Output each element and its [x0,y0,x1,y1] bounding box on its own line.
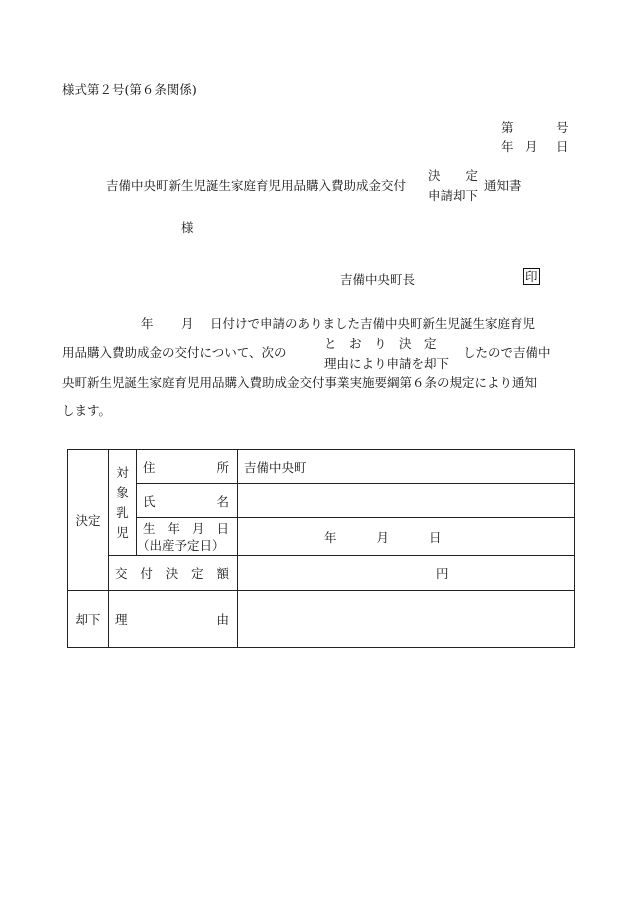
form-number: 様式第２号(第６条関係) [62,82,197,97]
row-address [68,450,575,484]
taisho-char: 乳 [116,504,129,520]
cell-kettei: 決定 [68,450,109,591]
title-option-decision: 決 定 [428,168,479,183]
value-grant-amount[interactable]: 円 [238,556,575,591]
notice-table [67,449,575,648]
cell-taisho-nyuji [109,450,137,556]
body-year: 年 [141,316,154,331]
label-address: 住 所 [137,450,238,484]
label-grant-amount: 交 付 決 定 額 [109,556,238,591]
row-grant-amount [68,556,575,591]
taisho-char: 対 [116,464,129,480]
number-go: 号 [556,120,569,135]
body-line-1: 日付けで申請のありました吉備中央町新生児誕生家庭育児 [210,316,536,331]
taisho-char: 児 [116,524,129,540]
body-line-2-post: したので吉備中 [463,345,551,360]
recipient-sama: 様 [181,220,194,235]
number-dai: 第 [501,120,514,135]
value-reason[interactable] [238,591,575,648]
body-month: 月 [181,316,194,331]
row-birthdate [68,518,575,556]
title-option-rejection: 申請却下 [428,188,479,203]
cell-kyakka: 却下 [68,591,109,648]
row-rejection [68,591,575,648]
value-birthdate[interactable]: 年 月 日 [238,518,575,556]
label-due-date: （出産予定日） [137,537,225,553]
value-address: 吉備中央町 [238,450,575,484]
date-day: 日 [556,139,569,154]
issuer-name: 吉備中央町長 [340,272,416,287]
body-option-rejected: 理由により申請を却下 [324,356,450,371]
label-reason: 理 由 [109,591,238,648]
date-month: 月 [525,139,538,154]
document-title: 吉備中央町新生児誕生家庭育児用品購入費助成金交付 [106,178,407,193]
taisho-char: 象 [116,484,129,500]
label-name: 氏 名 [137,484,238,518]
seal-stamp: 印 [525,269,538,284]
title-suffix: 通知書 [484,178,522,193]
date-year: 年 [501,139,514,154]
body-line-2-pre: 用品購入費助成金の交付について、次の [62,345,287,360]
body-option-as-decided: と お り 決 定 [324,336,437,351]
label-birthdate: 生 年 月 日 （出産予定日） [137,518,238,556]
body-line-3: 央町新生児誕生家庭育児用品購入費助成金交付事業実施要綱第６条の規定により通知 [62,375,538,390]
value-name[interactable] [238,484,575,518]
row-name [68,484,575,518]
body-line-4: します。 [62,403,112,418]
